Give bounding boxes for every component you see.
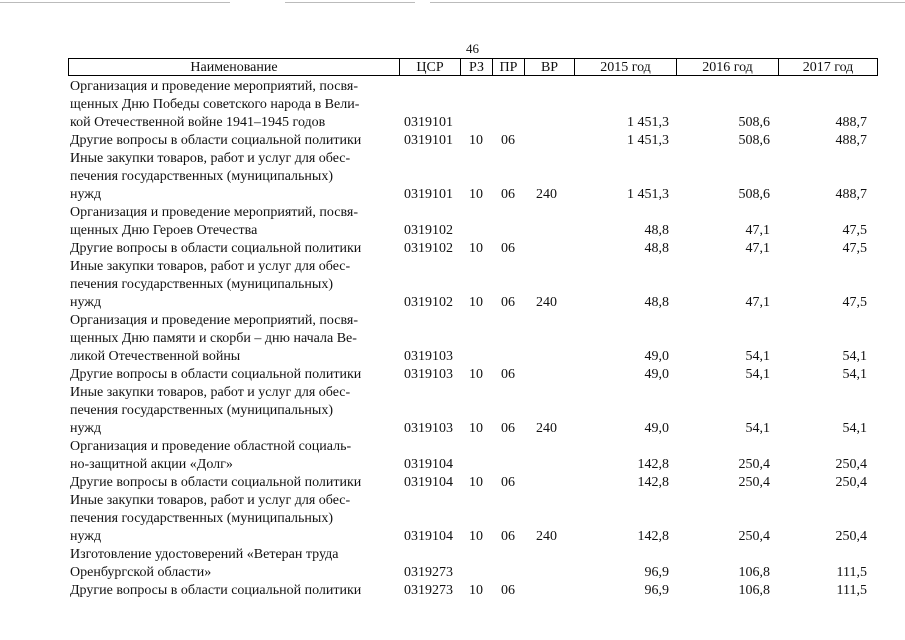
row-name (70, 240, 400, 258)
cell-pr: 06 (501, 421, 515, 436)
row-name (70, 438, 400, 474)
header-rz: РЗ (461, 59, 493, 76)
table-row (0, 312, 905, 366)
table-row (0, 204, 905, 240)
cell-y2015: 96,9 (644, 565, 669, 580)
cell-y2017: 47,5 (842, 223, 867, 238)
row-name-line: Другие вопросы в области социальной политики (70, 241, 362, 256)
cell-csr: 0319102 (404, 295, 453, 310)
cell-y2016: 106,8 (738, 565, 770, 580)
cell-y2015: 1 451,3 (627, 133, 669, 148)
row-name-line: Другие вопросы в области социальной политики (70, 475, 362, 490)
cell-y2017: 111,5 (836, 565, 867, 580)
table-row (0, 78, 905, 132)
row-name (70, 492, 400, 546)
table-row (0, 258, 905, 312)
row-name-line: Организация и проведение областной социаль- (70, 439, 352, 454)
row-name-line: Иные закупки товаров, работ и услуг для обес- (70, 493, 351, 508)
cell-y2017: 54,1 (842, 349, 867, 364)
header-csr: ЦСР (400, 59, 461, 76)
cell-rz: 10 (469, 241, 483, 256)
cell-csr: 0319101 (404, 115, 453, 130)
cell-y2017: 111,5 (836, 583, 867, 598)
cell-vr: 240 (536, 529, 557, 544)
cell-y2016: 250,4 (738, 529, 770, 544)
cell-pr: 06 (501, 529, 515, 544)
row-name (70, 474, 400, 492)
row-name-line: Другие вопросы в области социальной политики (70, 583, 362, 598)
row-name-line: нужд (70, 187, 102, 202)
cell-y2015: 49,0 (644, 349, 669, 364)
header-2016: 2016 год (677, 59, 779, 76)
cell-y2015: 96,9 (644, 583, 669, 598)
cell-y2015: 48,8 (644, 241, 669, 256)
cell-y2016: 508,6 (738, 115, 770, 130)
table-row (0, 240, 905, 258)
cell-y2015: 48,8 (644, 223, 669, 238)
cell-y2017: 488,7 (835, 115, 867, 130)
cell-y2015: 142,8 (637, 529, 669, 544)
row-name (70, 312, 400, 366)
table-row (0, 438, 905, 474)
row-name-line: нужд (70, 421, 102, 436)
row-name-line: Другие вопросы в области социальной политики (70, 367, 362, 382)
cell-pr: 06 (501, 187, 515, 202)
row-name-line: щенных Дню Победы советского народа в Вели- (70, 97, 360, 112)
row-name (70, 546, 400, 582)
table-row (0, 366, 905, 384)
cell-y2017: 54,1 (842, 367, 867, 382)
cell-csr: 0319103 (404, 367, 453, 382)
cell-csr: 0319273 (404, 565, 453, 580)
cell-vr: 240 (536, 421, 557, 436)
cell-y2015: 142,8 (637, 475, 669, 490)
row-name-line: Оренбургской области» (70, 565, 212, 580)
row-name (70, 366, 400, 384)
table-row (0, 582, 905, 600)
table-header (68, 58, 878, 76)
row-name (70, 78, 400, 132)
table-row (0, 150, 905, 204)
row-name-line: щенных Дню Героев Отечества (70, 223, 258, 238)
cell-csr: 0319102 (404, 241, 453, 256)
cell-y2015: 1 451,3 (627, 187, 669, 202)
cell-y2017: 488,7 (835, 133, 867, 148)
top-rule-middle (285, 2, 415, 3)
top-rule-right (430, 2, 905, 3)
cell-y2016: 54,1 (745, 421, 770, 436)
cell-y2017: 488,7 (835, 187, 867, 202)
header-pr: ПР (493, 59, 525, 76)
cell-y2017: 250,4 (835, 529, 867, 544)
top-rule-left (0, 2, 230, 3)
cell-pr: 06 (501, 241, 515, 256)
cell-pr: 06 (501, 475, 515, 490)
header-name: Наименование (69, 59, 400, 76)
cell-y2016: 54,1 (745, 349, 770, 364)
cell-csr: 0319102 (404, 223, 453, 238)
header-vr: ВР (525, 59, 575, 76)
cell-rz: 10 (469, 475, 483, 490)
row-name-line: Изготовление удостоверений «Ветеран труда (70, 547, 339, 562)
row-name (70, 132, 400, 150)
cell-csr: 0319104 (404, 475, 453, 490)
cell-rz: 10 (469, 583, 483, 598)
cell-y2016: 250,4 (738, 457, 770, 472)
cell-csr: 0319104 (404, 529, 453, 544)
row-name-line: нужд (70, 529, 102, 544)
cell-rz: 10 (469, 421, 483, 436)
row-name-line: но-защитной акции «Долг» (70, 457, 233, 472)
cell-y2016: 250,4 (738, 475, 770, 490)
row-name-line: печения государственных (муниципальных) (70, 403, 333, 418)
cell-y2016: 54,1 (745, 367, 770, 382)
table-row (0, 474, 905, 492)
row-name-line: печения государственных (муниципальных) (70, 169, 333, 184)
row-name (70, 258, 400, 312)
cell-y2015: 1 451,3 (627, 115, 669, 130)
row-name-line: Другие вопросы в области социальной политики (70, 133, 362, 148)
cell-y2015: 49,0 (644, 421, 669, 436)
cell-csr: 0319103 (404, 349, 453, 364)
cell-y2016: 508,6 (738, 187, 770, 202)
cell-csr: 0319101 (404, 133, 453, 148)
cell-vr: 240 (536, 187, 557, 202)
row-name-line: кой Отечественной войне 1941–1945 годов (70, 115, 326, 130)
row-name (70, 150, 400, 204)
row-name (70, 204, 400, 240)
cell-rz: 10 (469, 187, 483, 202)
cell-pr: 06 (501, 133, 515, 148)
cell-y2016: 47,1 (745, 223, 770, 238)
cell-y2016: 47,1 (745, 295, 770, 310)
cell-y2016: 47,1 (745, 241, 770, 256)
row-name-line: Организация и проведение мероприятий, посвя- (70, 205, 358, 220)
cell-y2016: 106,8 (738, 583, 770, 598)
cell-rz: 10 (469, 295, 483, 310)
table-row (0, 546, 905, 582)
cell-y2015: 142,8 (637, 457, 669, 472)
cell-csr: 0319101 (404, 187, 453, 202)
cell-y2015: 49,0 (644, 367, 669, 382)
cell-rz: 10 (469, 133, 483, 148)
row-name (70, 384, 400, 438)
cell-y2017: 250,4 (835, 457, 867, 472)
cell-y2015: 48,8 (644, 295, 669, 310)
cell-csr: 0319103 (404, 421, 453, 436)
cell-pr: 06 (501, 367, 515, 382)
row-name (70, 582, 400, 600)
cell-y2017: 250,4 (835, 475, 867, 490)
row-name-line: ликой Отечественной войны (70, 349, 241, 364)
page-number: 46 (466, 41, 479, 56)
cell-csr: 0319273 (404, 583, 453, 598)
header-2017: 2017 год (802, 60, 854, 75)
row-name-line: Иные закупки товаров, работ и услуг для обес- (70, 151, 351, 166)
cell-y2017: 54,1 (842, 421, 867, 436)
cell-rz: 10 (469, 367, 483, 382)
cell-vr: 240 (536, 295, 557, 310)
header-2015: 2015 год (575, 59, 677, 76)
row-name-line: Организация и проведение мероприятий, посвя- (70, 79, 358, 94)
row-name-line: щенных Дню памяти и скорби – дню начала Ве- (70, 331, 357, 346)
cell-y2017: 47,5 (842, 295, 867, 310)
row-name-line: нужд (70, 295, 102, 310)
table-row (0, 384, 905, 438)
row-name-line: Иные закупки товаров, работ и услуг для обес- (70, 385, 351, 400)
cell-y2016: 508,6 (738, 133, 770, 148)
row-name-line: печения государственных (муниципальных) (70, 511, 333, 526)
cell-pr: 06 (501, 583, 515, 598)
row-name-line: печения государственных (муниципальных) (70, 277, 333, 292)
row-name-line: Иные закупки товаров, работ и услуг для обес- (70, 259, 351, 274)
row-name-line: Организация и проведение мероприятий, посвя- (70, 313, 358, 328)
table-row (0, 132, 905, 150)
table-row (0, 492, 905, 546)
cell-rz: 10 (469, 529, 483, 544)
cell-y2017: 47,5 (842, 241, 867, 256)
cell-csr: 0319104 (404, 457, 453, 472)
cell-pr: 06 (501, 295, 515, 310)
